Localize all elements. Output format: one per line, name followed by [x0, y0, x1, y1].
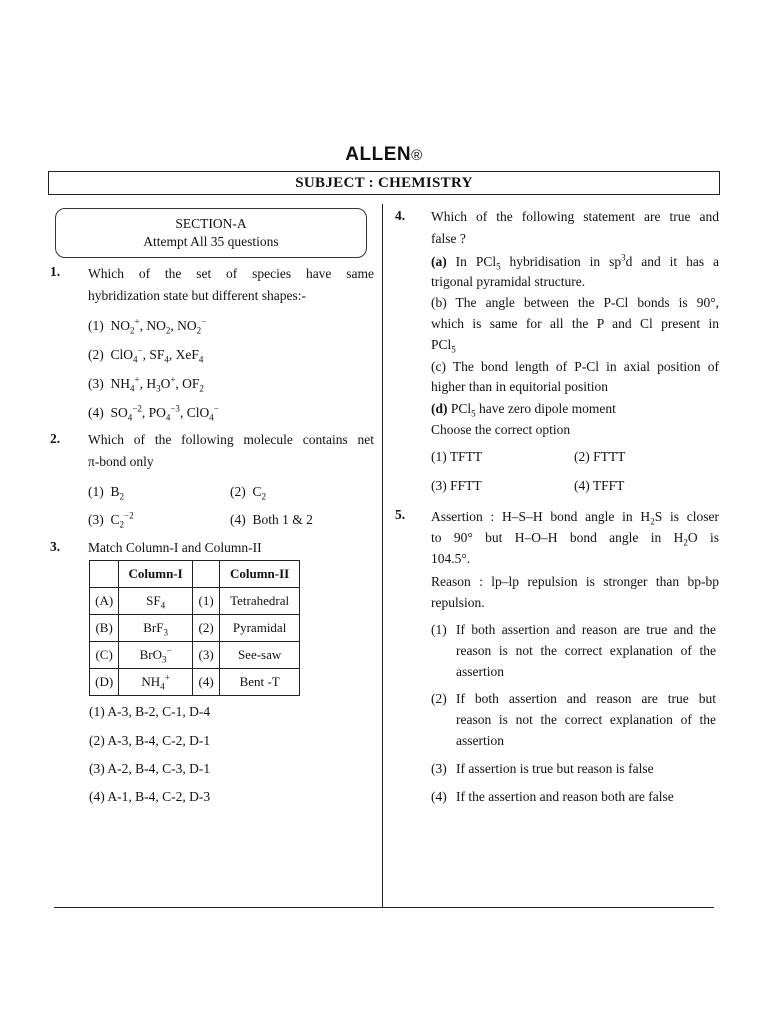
col2-header: Column-II	[220, 561, 300, 588]
section-instruction: Attempt All 35 questions	[143, 234, 279, 249]
q1-text-line2: hybridization state but different shapes:-	[88, 288, 306, 303]
q5-option-1-line2[interactable]: reason is not the correct explanation of the	[456, 643, 716, 658]
q2-text-line2: π-bond only	[88, 454, 154, 469]
q1-option-1[interactable]: (1) $NO_2^+$, $NO_2$, $NO_2^-$	[88, 316, 207, 336]
q1-text-line1: Which of the set of species have same	[88, 266, 374, 281]
q2-option-3[interactable]: (3) $C_2^{-2}$	[88, 510, 134, 530]
q4-statement-c-line1: (c) The bond length of P-Cl in axial position of	[431, 359, 719, 374]
q3-number: 3.	[50, 539, 61, 554]
q1-option-2[interactable]: (2) ClO$_4$−, $SF_4$, XeF$_4$	[88, 345, 204, 365]
q5-option-1-number[interactable]: (1)	[431, 622, 447, 637]
q4-statement-b-line3: PCl$_5$	[431, 337, 456, 355]
brand-logo	[0, 144, 768, 166]
q4-statement-d: (d) PCl$_5$ have zero dipole moment	[431, 401, 616, 419]
q4-choose: Choose the correct option	[431, 422, 571, 437]
q2-option-1[interactable]: (1) $B_2$	[88, 484, 125, 502]
q5-option-2-number[interactable]: (2)	[431, 691, 447, 706]
registered-mark: ®	[411, 147, 423, 164]
q4-statement-a-line2: trigonal pyramidal structure.	[431, 274, 586, 289]
q5-option-4-number[interactable]: (4)	[431, 789, 447, 804]
q4-option-1[interactable]: (1) TFTT	[431, 449, 483, 464]
q5-option-2-line1[interactable]: If both assertion and reason are true but	[456, 691, 716, 706]
column-divider	[382, 204, 383, 908]
q2-option-4[interactable]: (4) Both 1 & 2	[230, 512, 313, 527]
q4-statement-c-line2: higher than in equitorial position	[431, 379, 608, 394]
match-row-d: (D) $NH_4^+$ (4) Bent -T	[90, 669, 300, 696]
q5-assertion-line3: 104.5°.	[431, 551, 471, 566]
match-row-c: (C) BrO$_3$− (3) See-saw	[90, 642, 300, 669]
q4-option-2[interactable]: (2) FTTT	[574, 449, 626, 464]
q3-option-1[interactable]: (1) A-3, B-2, C-1, D-4	[89, 704, 211, 719]
subject-banner: SUBJECT : CHEMISTRY	[48, 171, 720, 195]
q5-option-3-number[interactable]: (3)	[431, 761, 447, 776]
section-title: SECTION-A	[175, 216, 247, 231]
q3-text: Match Column-I and Column-II	[88, 540, 262, 555]
q5-assertion-line2: to 90° but H–O–H bond angle in $H_2O$ is	[431, 530, 719, 548]
q4-option-3[interactable]: (3) FFTT	[431, 478, 482, 493]
q2-option-2[interactable]: (2) $C_2$	[230, 484, 267, 502]
q3-option-3[interactable]: (3) A-2, B-4, C-3, D-1	[89, 761, 211, 776]
q5-option-2-line2[interactable]: reason is not the correct explanation of the	[456, 712, 716, 727]
col1-header: Column-I	[119, 561, 193, 588]
bottom-rule	[54, 907, 714, 908]
q5-option-4-text[interactable]: If the assertion and reason both are false	[456, 789, 674, 804]
match-table	[89, 560, 300, 696]
q4-statement-b-line2: which is same for all the P and Cl present in	[431, 316, 719, 331]
q2-number: 2.	[50, 431, 61, 446]
q4-statement-a-line1: (a) In PCl$_5$ hybridisation in $sp^3d$ and it has a	[431, 252, 719, 272]
q5-option-1-line3[interactable]: assertion	[456, 664, 504, 679]
section-box	[55, 208, 367, 258]
q4-text-line1: Which of the following statement are true and	[431, 209, 719, 224]
q1-option-4[interactable]: (4) $SO_4^{-2}$, $PO_4^{-3}$, ClO$_4$−	[88, 403, 219, 423]
q5-assertion-line1: Assertion : H–S–H bond angle in $H_2S$ is closer	[431, 509, 719, 527]
q5-number: 5.	[395, 507, 406, 522]
q4-text-line2: false ?	[431, 231, 466, 246]
brand-name: ALLEN	[345, 144, 412, 165]
match-row-a: (A) $SF_4$ (1) Tetrahedral	[90, 588, 300, 615]
match-row-b: (B) BrF$_3$ (2) Pyramidal	[90, 615, 300, 642]
q4-option-4[interactable]: (4) TFFT	[574, 478, 625, 493]
match-table-header	[90, 561, 300, 588]
q3-option-4[interactable]: (4) A-1, B-4, C-2, D-3	[89, 789, 211, 804]
q3-option-2[interactable]: (2) A-3, B-4, C-2, D-1	[89, 733, 211, 748]
q4-number: 4.	[395, 208, 406, 223]
q5-option-3-text[interactable]: If assertion is true but reason is false	[456, 761, 654, 776]
q1-number: 1.	[50, 264, 61, 279]
q4-statement-b-line1: (b) The angle between the P-Cl bonds is 90°,	[431, 295, 719, 310]
q1-option-3[interactable]: (3) $NH_4^+$, $H_3O^+$, $OF_2$	[88, 374, 204, 394]
q5-reason-line1: Reason : lp–lp repulsion is stronger than bp-bp	[431, 574, 719, 589]
q5-option-1-line1[interactable]: If both assertion and reason are true and the	[456, 622, 716, 637]
q5-reason-line2: repulsion.	[431, 595, 485, 610]
q5-option-2-line3[interactable]: assertion	[456, 733, 504, 748]
q2-text-line1: Which of the following molecule contains net	[88, 432, 374, 447]
